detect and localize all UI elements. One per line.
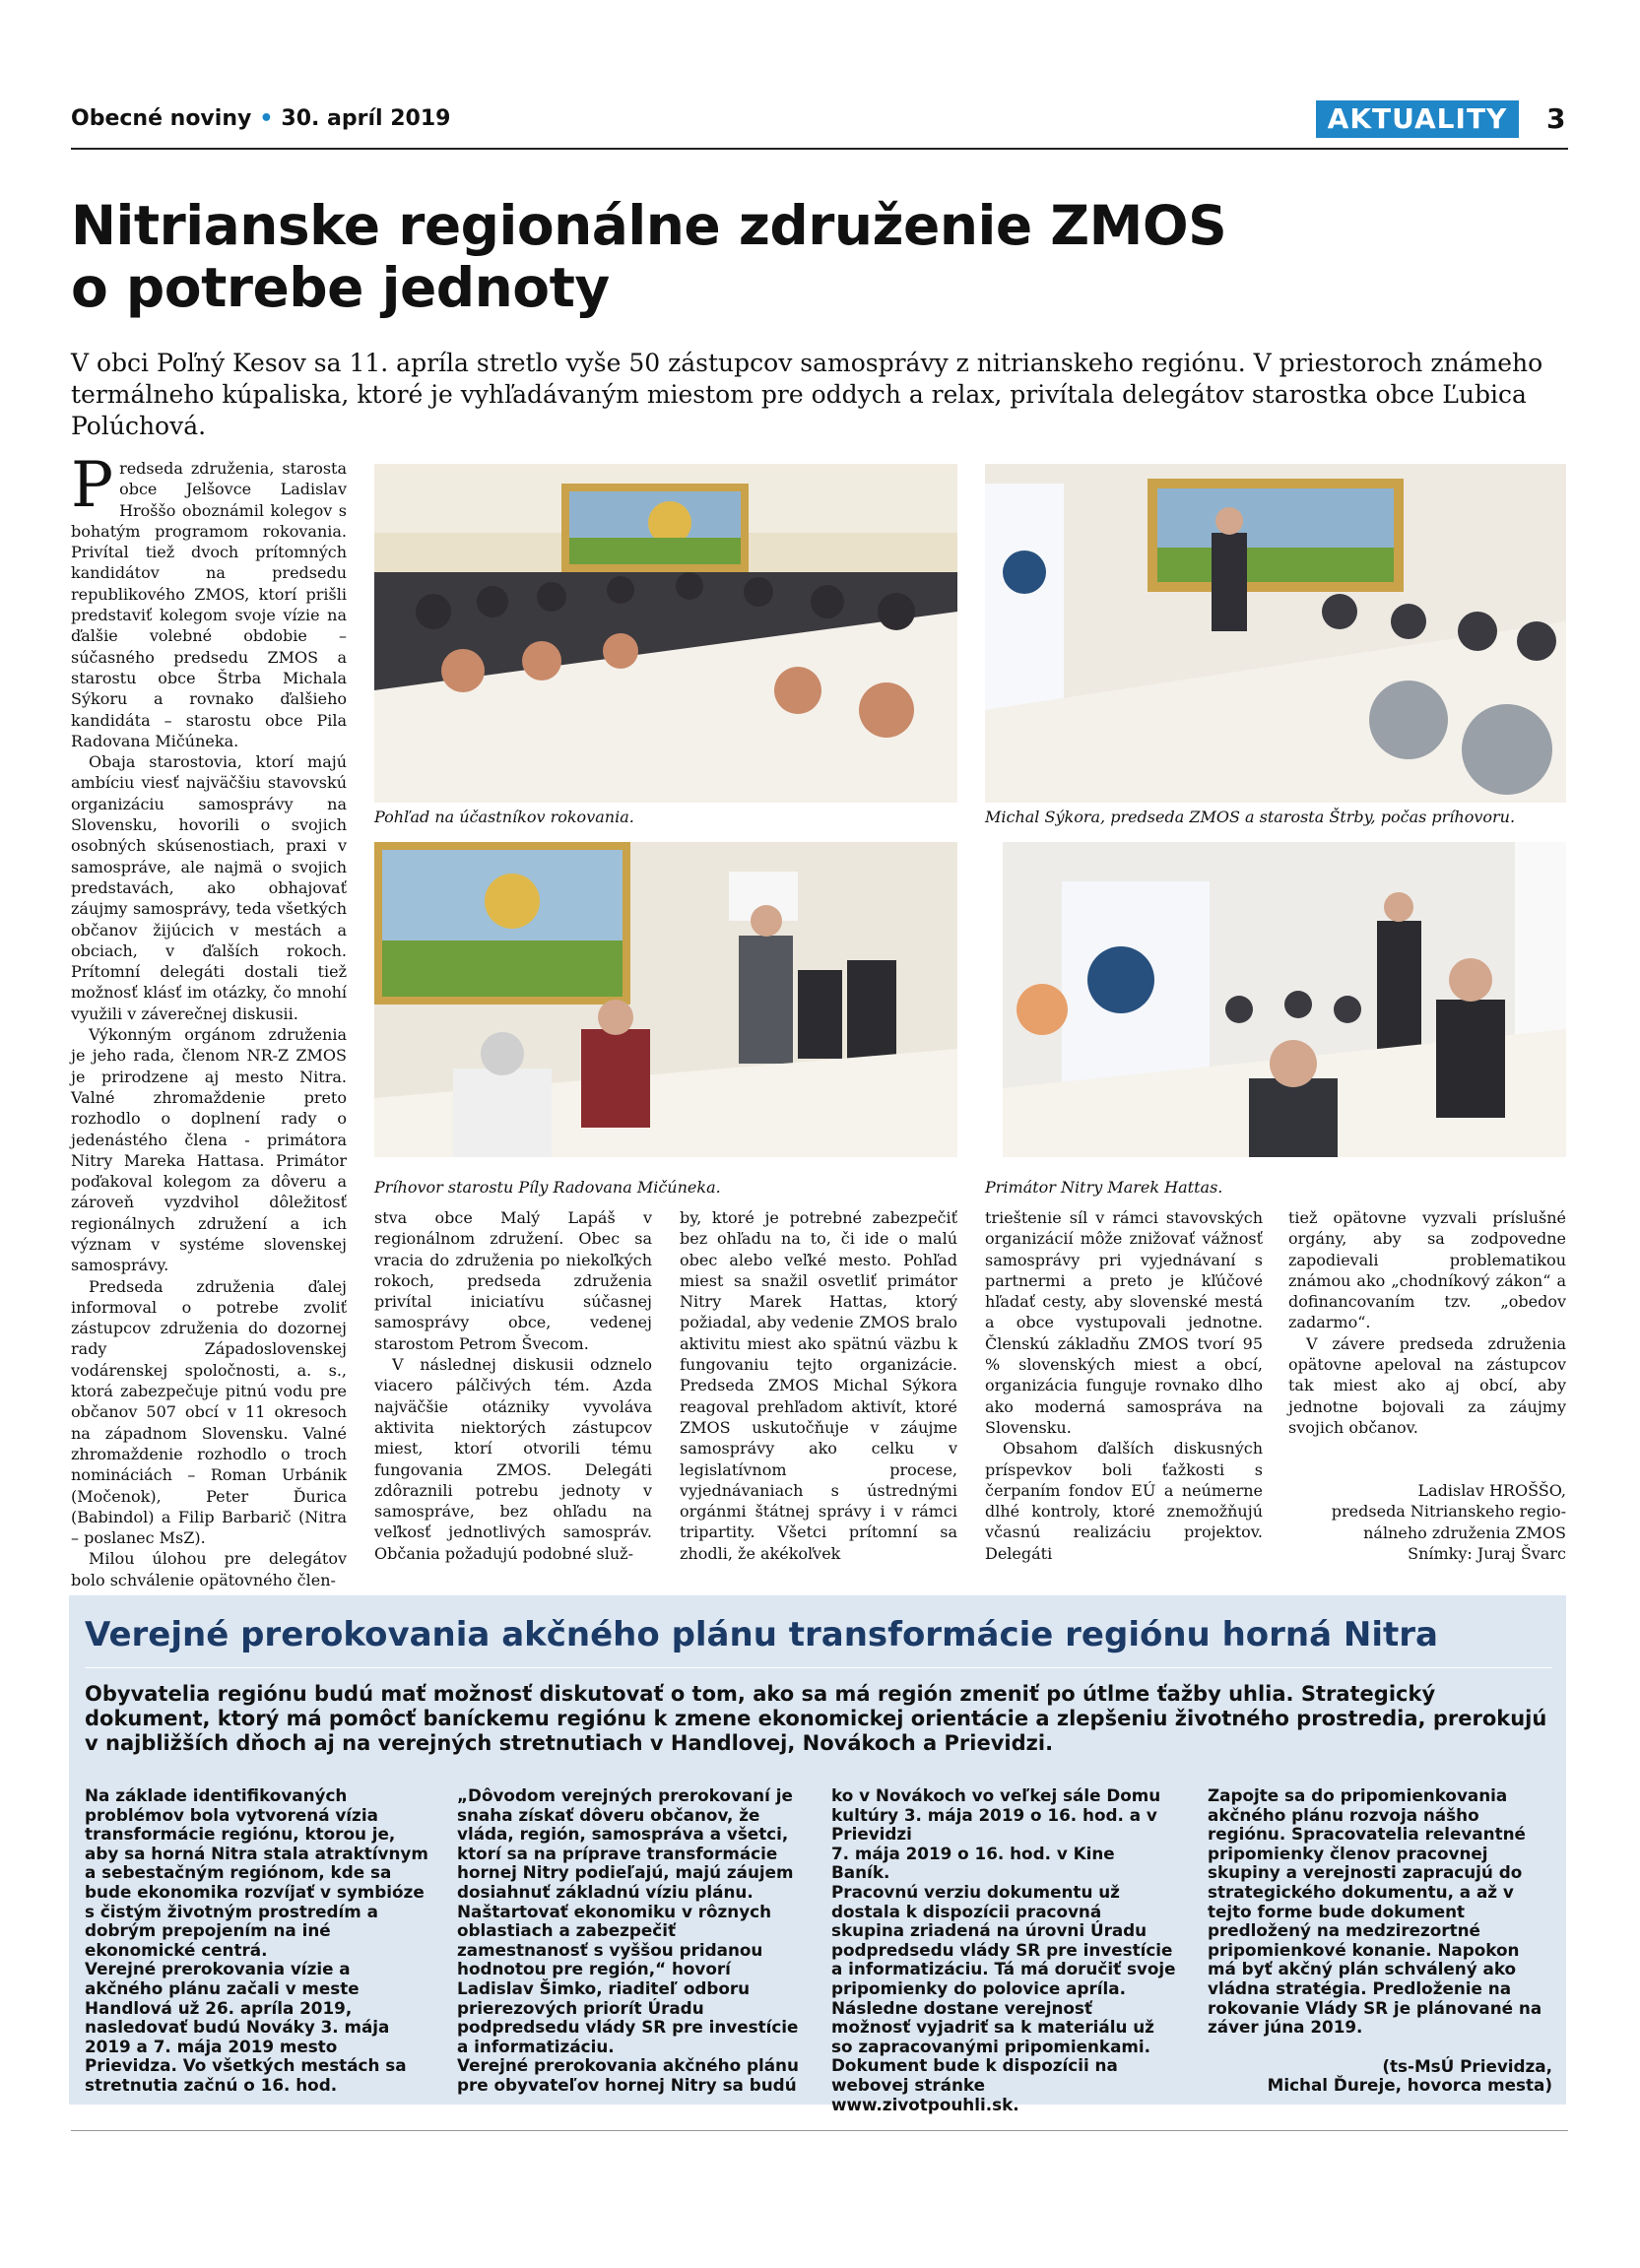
article-column-2: [374, 1207, 652, 1564]
paragraph: Verejné prerokovania vízie a akčného plánu začali v meste Handlová už 26. apríla 2019, nasledovať budú Nováky 3. mája 2019 a 7. mája 2019 mesto Prievidza. Vo všetkých mestách sa stretnutia začnú o 16. hod.: [85, 1959, 407, 2095]
header-rule: [71, 148, 1568, 150]
section-label: AKTUALITY: [1316, 100, 1519, 138]
drop-cap: P: [71, 449, 114, 522]
paragraph: Na základe identifikovaných problémov bola vytvorená vízia transformácie regiónu, ktorou je, aby sa horná Nitra stala atraktívnym a sebestačným regiónom, kde sa bude ekonomika rozvíjať v symbióze s čistým životným prostredím a dobrým prepojením na iné ekonomické centrá.: [85, 1785, 428, 1960]
box-signature: Michal Ďureje, hovorca mesta): [1267, 2075, 1552, 2096]
author-role: predseda Nitrianskeho regio-: [1331, 1502, 1566, 1522]
headline-line-1: Nitrianske regionálne združenie ZMOS: [71, 194, 1227, 257]
article-column-4: [985, 1207, 1263, 1564]
paragraph: Pracovnú verziu dokumentu už dostala k dispozícii pracovná skupina zriadená na úrovni Úradu podpredsedu vlády SR pre investície a informatizáciu. Tá má doručiť svoje pripomienky do polovice apríla. Následne dostane verejnosť možnosť vyjadriť sa k materiálu už so zapracovanými pripomienkami. Dokument bude k dispozícii na webovej stránke www.zivotpouhli.sk.: [831, 1881, 1176, 2114]
issue-date: 30. apríl 2019: [281, 106, 451, 131]
article-lead: V obci Poľný Kesov sa 11. apríla stretlo vyše 50 zástupcov samosprávy z nitrianskeho regiónu. V priestoroch známeho termálneho kúpaliska, ktoré je vyhľadávaným miestom pre oddych a relax, privítala delegátov starostka obce Ľubica Polúchová.: [71, 349, 1543, 440]
box-column-4: [1208, 1786, 1552, 2096]
paragraph: Zapojte sa do pripomienkovania akčného plánu rozvoja nášho regiónu. Spracovatelia relevantné pripomienky členov pracovnej skupiny a verejnosti zapracujú do strategického dokumentu, a až v tejto forme bude dokument predložený na medzirezortné pripomienkové konanie. Napokon má byť akčný plán schválený ako vládna stratégia. Predloženie na rokovanie Vlády SR je plánované na záver júna 2019.: [1208, 1785, 1542, 2038]
photo-caption: Príhovor starostu Píly Radovana Mičúneka.: [374, 1178, 721, 1197]
paragraph: Výkonným orgánom združenia je jeho rada, členom NR-Z ZMOS je prirodzene aj mesto Nitra. Valné zhromaždenie preto rozhodlo o doplnení rady o jedenástého člena - primátora Nitry Mareka Hattasa. Primátor poďakoval kolegom za dôveru a zároveň vyzdvihol dôležitosť regionálnych združení a ich význam v systéme slovenskej samosprávy.: [71, 1025, 347, 1275]
paragraph: by, ktoré je potrebné zabezpečiť bez ohľadu na to, či ide o malú obec alebo veľké mesto. Pohľad miest sa snažil osvetliť primátor Nitry Marek Hattas, ktorý požiadal, aby vedenie ZMOS bralo aktivitu miest ako spätnú väzbu k fungovaniu tejto organizácie. Predseda ZMOS Michal Sýkora reagoval prehľadom aktivít, ktoré ZMOS uskutočňuje v záujme samosprávy ako celku v legislatívnom procese, vyjednávaniach s ústrednými orgánmi štátnej správy i v rámci tripartity. Všetci prítomní sa zhodli, že akékoľvek: [680, 1208, 957, 1563]
photo-credit: Snímky: Juraj Švarc: [1408, 1543, 1566, 1563]
paragraph: Obsahom ďalších diskusných príspevkov boli ťažkosti s čerpaním fondov EÚ a neúmerne dlhé kontroly, ktoré znemožňujú včasnú realizáciu projektov. Delegáti: [985, 1439, 1263, 1563]
paragraph: stva obce Malý Lapáš v regionálnom združení. Obec sa vracia do združenia po niekoľkých rokoch, predseda združenia privítal iniciatívu súčasnej samosprávy obce, vedenej starostom Petrom Švecom.: [374, 1208, 652, 1353]
paragraph: redseda združenia, starosta obce Jelšovce Ladislav Hroššo oboznámil kolegov s bohatým programom rokovania. Privítal tiež dvoch prítomných kandidátov na predsedu republikového ZMOS, ktorí prišli predstaviť kolegom svoje vízie na ďalšie volebné obdobie – súčasného predsedu ZMOS a starostu obce Štrba Michala Sýkoru a rovnako ďalšieho kandidáta – starostu obce Pila Radovana Mičúneka.: [71, 459, 347, 750]
box-column-3: [831, 1786, 1176, 2114]
photo-caption: Pohľad na účastníkov rokovania.: [374, 808, 634, 826]
paragraph: V následnej diskusii odznelo viacero pálčivých tém. Azda najväčšie otázniky vyvoláva aktivita niektorých zástupcov miest, ktorí otvorili tému fungovania ZMOS. Delegáti zdôraznili potrebu jednoty v samospráve, bez ohľadu na veľkosť jednotlivých samospráv. Občania požadujú podobné služ-: [374, 1355, 652, 1563]
box-signature: (ts-MsÚ Prievidza,: [1382, 2055, 1552, 2076]
masthead: [71, 106, 450, 131]
box-title: Verejné prerokovania akčného plánu transformácie regiónu horná Nitra: [85, 1615, 1438, 1654]
paragraph: 7. mája 2019 o 16. hod. v Kine Baník.: [831, 1843, 1115, 1883]
paragraph: ko v Novákoch vo veľkej sále Domu kultúry 3. mája 2019 o 16. hod. a v Prievidzi: [831, 1785, 1161, 1845]
box-column-1: [85, 1786, 429, 2096]
paragraph: Obaja starostovia, ktorí majú ambíciu viesť najväčšiu stavovskú organizáciu samosprávy na Slovensku, hovorili o svojich osobných skúsenostiach, praxi v samospráve, ale najmä o svojich predstavách, ako obhajovať záujmy samosprávy, teda všetkých občanov žijúcich v mestách a obciach, v ďalších rokoch. Prítomní delegáti dostali tiež možnosť klásť im otázky, čo mnohí využili v záverečnej diskusii.: [71, 752, 347, 1023]
photo-marek-hattas: [1003, 842, 1566, 1157]
photo-meeting-participants: [374, 464, 957, 803]
author-role: nálneho združenia ZMOS: [1363, 1523, 1566, 1542]
author-signature: [1288, 1480, 1566, 1564]
article-column-5: [1288, 1207, 1566, 1438]
headline-line-2: o potrebe jednoty: [71, 256, 610, 319]
photo-michal-sykora: [985, 464, 1566, 803]
headline: [71, 195, 1548, 319]
box-column-2: [457, 1786, 802, 2096]
article-column-3: [680, 1207, 957, 1564]
bottom-rule: [71, 2130, 1568, 2131]
paragraph: Verejné prerokovania akčného plánu pre obyvateľov hornej Nitry sa budú: [457, 2055, 799, 2095]
article-column-1: [71, 449, 347, 1590]
paragraph: trieštenie síl v rámci stavovských organizácií môže znižovať vážnosť samosprávy pri vyjednávaní s partnermi a preto je kľúčové hľadať cesty, aby slovenské mestá a obce vystupovali jednotne. Členskú základňu ZMOS tvorí 95 % slovenských miest a obcí, organizácia funguje rovnako dlho ako moderná samospráva na Slovensku.: [985, 1208, 1263, 1437]
page-number: 3: [1546, 102, 1566, 135]
paper-name: Obecné noviny: [71, 106, 252, 131]
paragraph: V závere predseda združenia opätovne apeloval na zástupcov tak miest ako aj obcí, aby jednotne bojovali za záujmy svojich občanov.: [1288, 1333, 1566, 1437]
box-lead: Obyvatelia regiónu budú mať možnosť diskutovať o tom, ako sa má región zmeniť po útlme ťažby uhlia. Strategický dokument, ktorý má pomôcť baníckemu regiónu k zmene ekonomickej orientácie a zlepšeniu životného prostredia, prerokujú v najbližších dňoch aj na verejných stretnutiach v Handlovej, Novákoch a Prievidzi.: [85, 1682, 1547, 1755]
author-name: Ladislav HROŠŠO,: [1417, 1481, 1566, 1500]
photo-caption: Michal Sýkora, predseda ZMOS a starosta Štrby, počas príhovoru.: [985, 808, 1516, 826]
box-divider: [85, 1667, 1552, 1668]
photo-caption: Primátor Nitry Marek Hattas.: [985, 1178, 1223, 1197]
paragraph: „Dôvodom verejných prerokovaní je snaha získať dôveru občanov, že vláda, región, samospráva a všetci, ktorí sa na príprave transformácie hornej Nitry podieľajú, majú záujem dosiahnuť základnú víziu plánu. Naštartovať ekonomiku v rôznych oblastiach a zabezpečiť zamestnanosť s vyššou pridanou hodnotou pre región,“ hovorí Ladislav Šimko, riaditeľ odboru prierezových priorít Úradu podpredsedu vlády SR pre investície a informatizáciu.: [457, 1785, 799, 2056]
photo-radovan-micunek: [374, 842, 957, 1157]
paragraph: Predseda združenia ďalej informoval o potrebe zvoliť zástupcov združenia do dozornej rady Západoslovenskej vodárenskej spoločnosti, a. s., ktorá zabezpečuje pitnú vodu pre občanov 507 obcí v 11 okresoch na západnom Slovensku. Valné zhromaždenie rozhodlo o troch nomináciách – Roman Urbánik (Močenok), Peter Ďurica (Babindol) a Filip Barbarič (Nitra – poslanec MsZ).: [71, 1276, 347, 1548]
bullet: •: [259, 106, 274, 131]
paragraph: Milou úlohou pre delegátov bolo schválenie opätovného člen-: [71, 1549, 347, 1589]
paragraph: tiež opätovne vyzvali príslušné orgány, aby sa zodpovedne zapodievali problematikou známou ako „chodníkový zákon“ a dofinancovaním tzv. „obedov zadarmo“.: [1288, 1208, 1566, 1332]
